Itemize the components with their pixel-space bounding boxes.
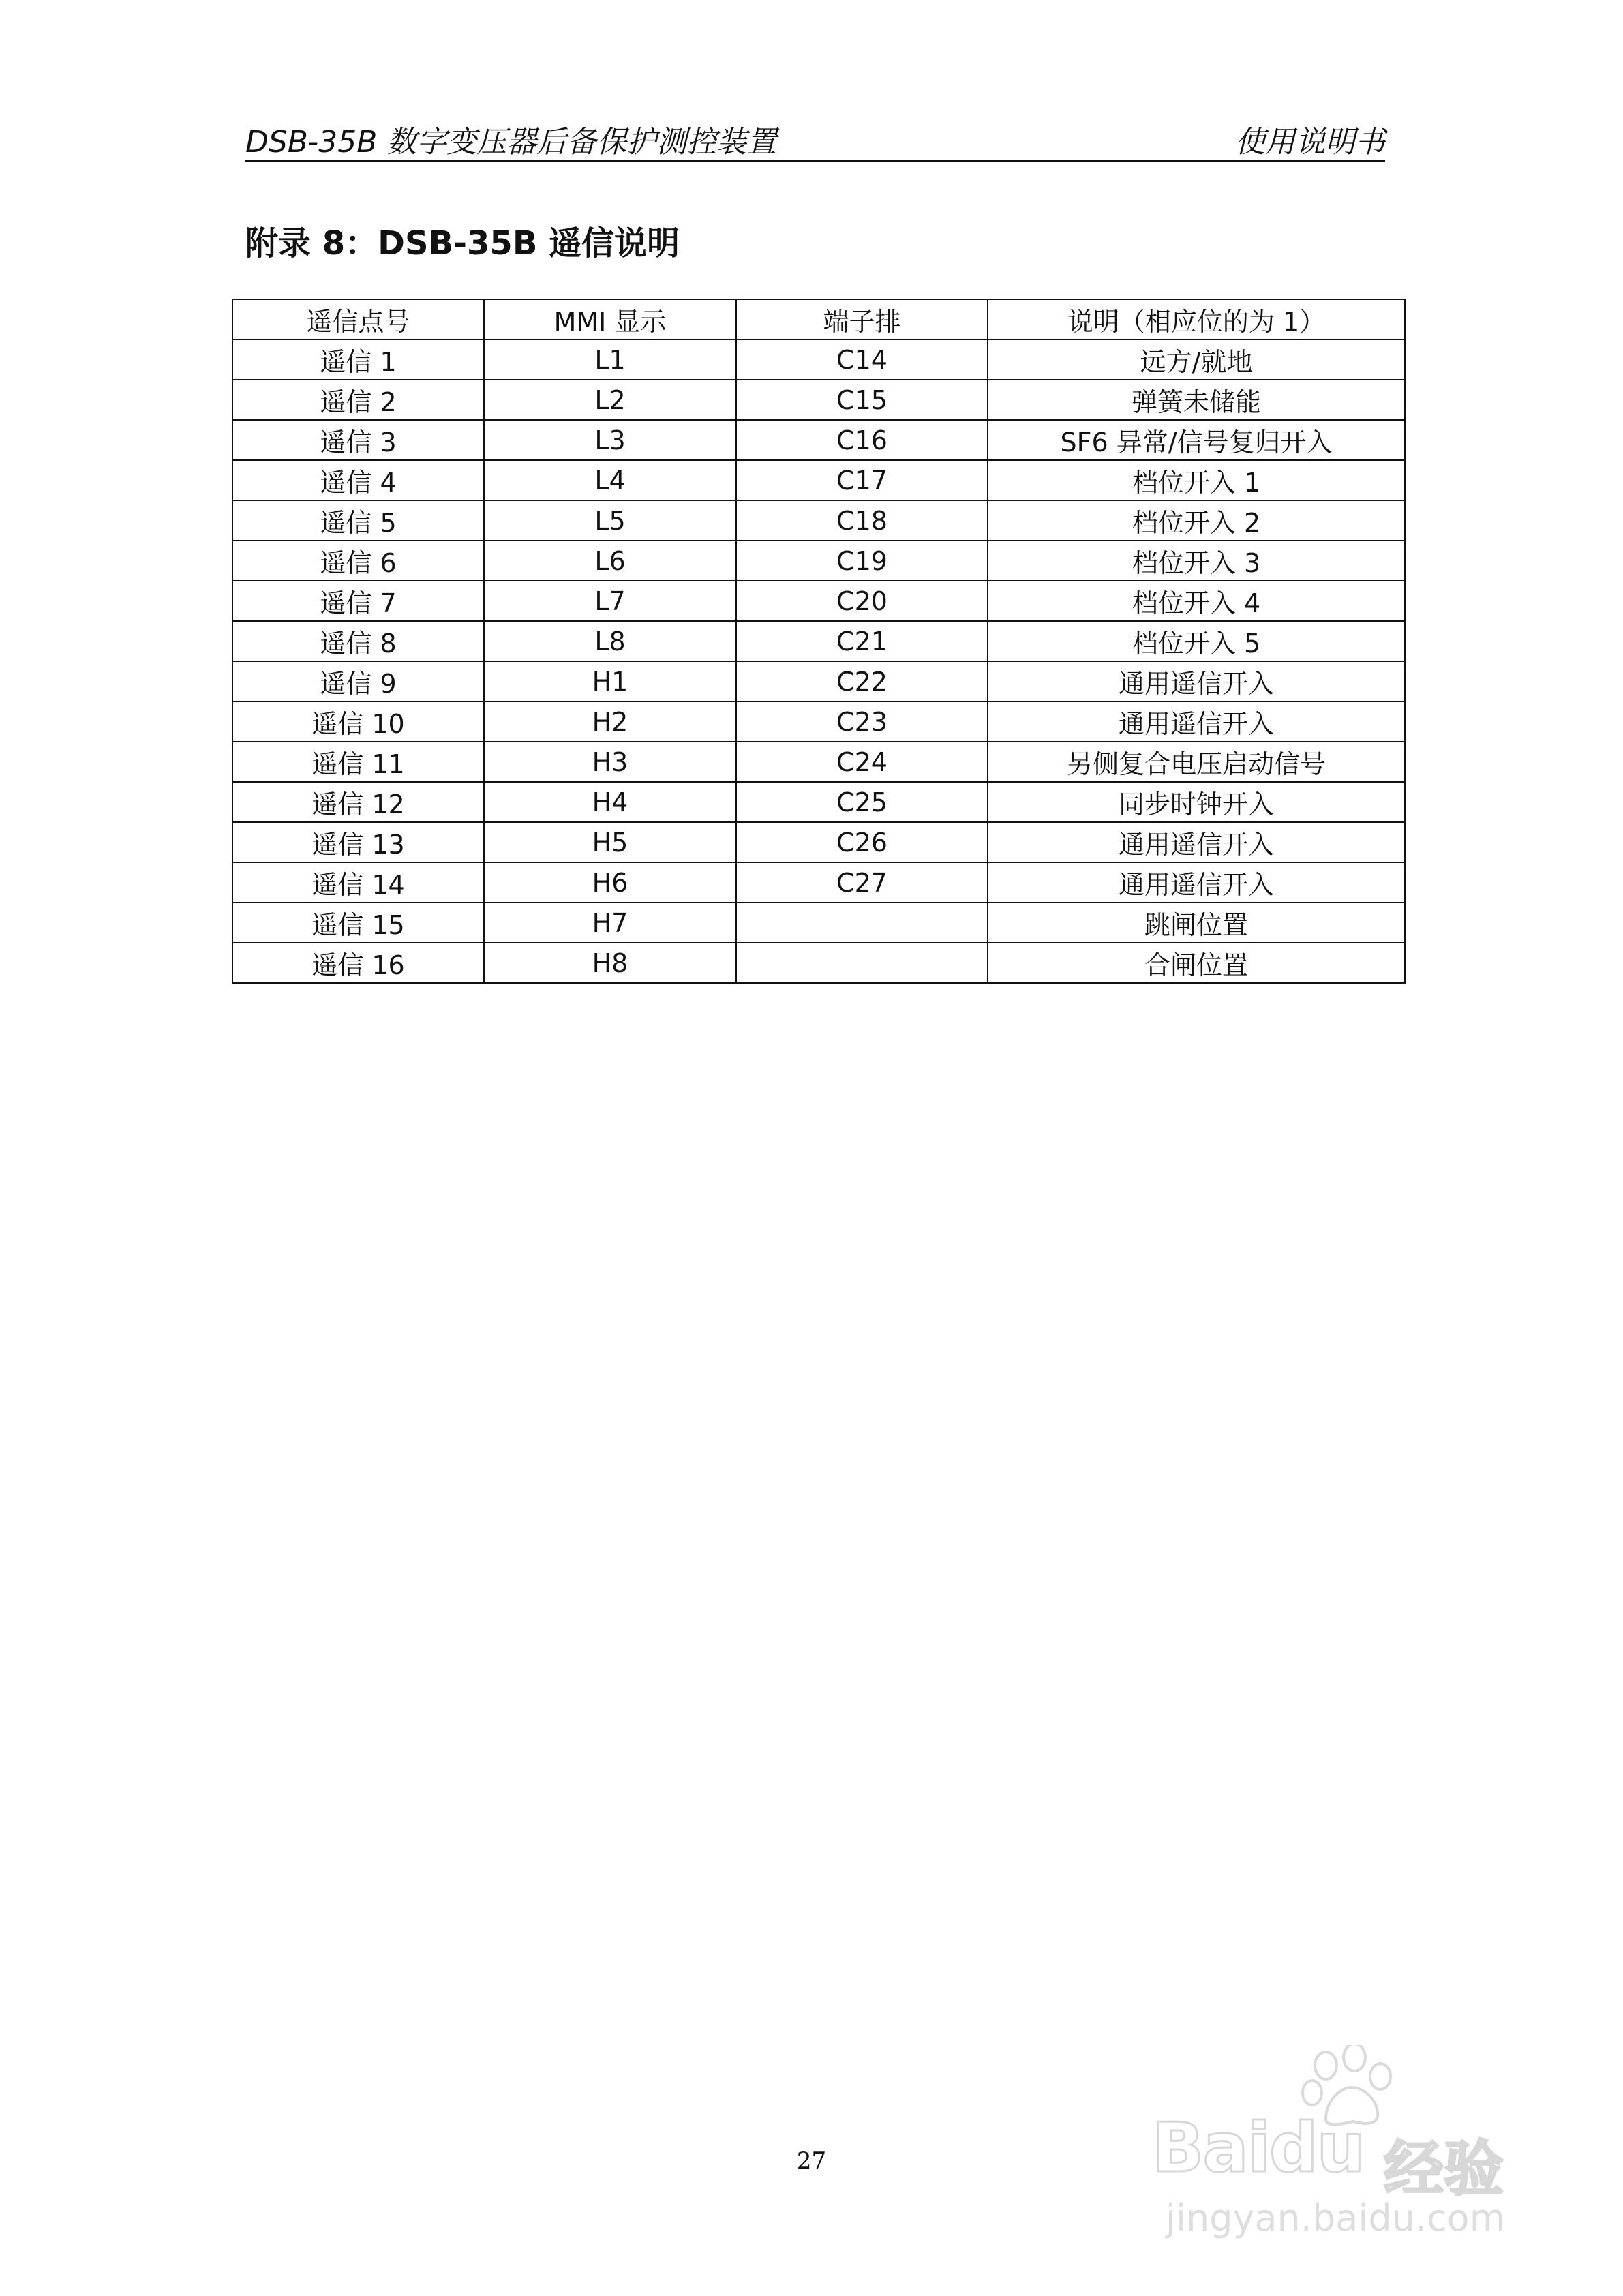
cell-terminal: C18 [736, 500, 988, 541]
cell-terminal: C15 [736, 380, 988, 420]
table-row [232, 541, 1405, 581]
table-row [232, 782, 1405, 822]
column-header-mmi-display: MMI 显示 [484, 299, 736, 339]
watermark-brand-cn: 经验 [1384, 2134, 1504, 2204]
table-row [232, 339, 1405, 380]
cell-mmi-display: L7 [484, 581, 736, 621]
cell-terminal [736, 943, 988, 983]
cell-signal-point: 遥信 9 [232, 661, 484, 701]
column-header-signal-point: 遥信点号 [232, 299, 484, 339]
page-number: 27 [796, 2147, 827, 2175]
cell-description: 跳闸位置 [988, 903, 1405, 943]
cell-description: 档位开入 5 [988, 621, 1405, 661]
table-row [232, 862, 1405, 903]
header-manual-label: 使用说明书 [1235, 125, 1385, 160]
cell-terminal: C17 [736, 460, 988, 500]
cell-terminal: C23 [736, 701, 988, 742]
watermark-brand: Baidu [1152, 2108, 1364, 2188]
cell-description: 档位开入 4 [988, 581, 1405, 621]
cell-terminal: C26 [736, 822, 988, 862]
cell-mmi-display: L2 [484, 380, 736, 420]
table-row [232, 460, 1405, 500]
column-header-description: 说明（相应位的为 1） [988, 299, 1405, 339]
cell-signal-point: 遥信 14 [232, 862, 484, 903]
cell-mmi-display: L8 [484, 621, 736, 661]
table-row [232, 380, 1405, 420]
cell-mmi-display: H8 [484, 943, 736, 983]
cell-description: 通用遥信开入 [988, 862, 1405, 903]
cell-mmi-display: L4 [484, 460, 736, 500]
cell-mmi-display: H7 [484, 903, 736, 943]
cell-signal-point: 遥信 13 [232, 822, 484, 862]
cell-mmi-display: H2 [484, 701, 736, 742]
cell-signal-point: 遥信 6 [232, 541, 484, 581]
table-row [232, 701, 1405, 742]
table-header-row [232, 299, 1405, 339]
cell-description: 另侧复合电压启动信号 [988, 742, 1405, 782]
cell-terminal: C22 [736, 661, 988, 701]
cell-signal-point: 遥信 5 [232, 500, 484, 541]
cell-terminal: C27 [736, 862, 988, 903]
cell-mmi-display: H1 [484, 661, 736, 701]
cell-signal-point: 遥信 4 [232, 460, 484, 500]
cell-signal-point: 遥信 16 [232, 943, 484, 983]
cell-signal-point: 遥信 3 [232, 420, 484, 460]
cell-terminal: C24 [736, 742, 988, 782]
table-row [232, 581, 1405, 621]
cell-description: 通用遥信开入 [988, 701, 1405, 742]
cell-description: 弹簧未储能 [988, 380, 1405, 420]
cell-description: 同步时钟开入 [988, 782, 1405, 822]
cell-signal-point: 遥信 2 [232, 380, 484, 420]
cell-terminal: C16 [736, 420, 988, 460]
table-row [232, 943, 1405, 983]
cell-description: 远方/就地 [988, 339, 1405, 380]
cell-mmi-display: H3 [484, 742, 736, 782]
cell-terminal: C21 [736, 621, 988, 661]
remote-signal-table [232, 299, 1406, 984]
cell-terminal: C25 [736, 782, 988, 822]
cell-terminal: C20 [736, 581, 988, 621]
cell-signal-point: 遥信 7 [232, 581, 484, 621]
table-row [232, 420, 1405, 460]
watermark-url: jingyan.baidu.com [1166, 2196, 1506, 2239]
table-row [232, 742, 1405, 782]
cell-signal-point: 遥信 11 [232, 742, 484, 782]
cell-mmi-display: H5 [484, 822, 736, 862]
cell-mmi-display: L1 [484, 339, 736, 380]
table-row [232, 500, 1405, 541]
table-row [232, 822, 1405, 862]
baidu-jingyan-watermark [1152, 2045, 1534, 2250]
cell-description: 合闸位置 [988, 943, 1405, 983]
cell-mmi-display: L5 [484, 500, 736, 541]
cell-terminal: C14 [736, 339, 988, 380]
cell-signal-point: 遥信 12 [232, 782, 484, 822]
cell-description: 通用遥信开入 [988, 822, 1405, 862]
cell-mmi-display: H6 [484, 862, 736, 903]
cell-signal-point: 遥信 8 [232, 621, 484, 661]
cell-description: 档位开入 3 [988, 541, 1405, 581]
cell-terminal [736, 903, 988, 943]
cell-description: 档位开入 1 [988, 460, 1405, 500]
cell-description: 通用遥信开入 [988, 661, 1405, 701]
cell-description: 档位开入 2 [988, 500, 1405, 541]
column-header-terminal: 端子排 [736, 299, 988, 339]
cell-signal-point: 遥信 10 [232, 701, 484, 742]
table-row [232, 621, 1405, 661]
cell-description: SF6 异常/信号复归开入 [988, 420, 1405, 460]
header-document-title: DSB-35B 数字变压器后备保护测控装置 [245, 125, 777, 160]
section-title: 附录 8：DSB-35B 遥信说明 [245, 224, 680, 262]
cell-signal-point: 遥信 1 [232, 339, 484, 380]
table-row [232, 903, 1405, 943]
page-header [245, 115, 1385, 162]
cell-terminal: C19 [736, 541, 988, 581]
table-row [232, 661, 1405, 701]
cell-signal-point: 遥信 15 [232, 903, 484, 943]
cell-mmi-display: L3 [484, 420, 736, 460]
cell-mmi-display: H4 [484, 782, 736, 822]
cell-mmi-display: L6 [484, 541, 736, 581]
